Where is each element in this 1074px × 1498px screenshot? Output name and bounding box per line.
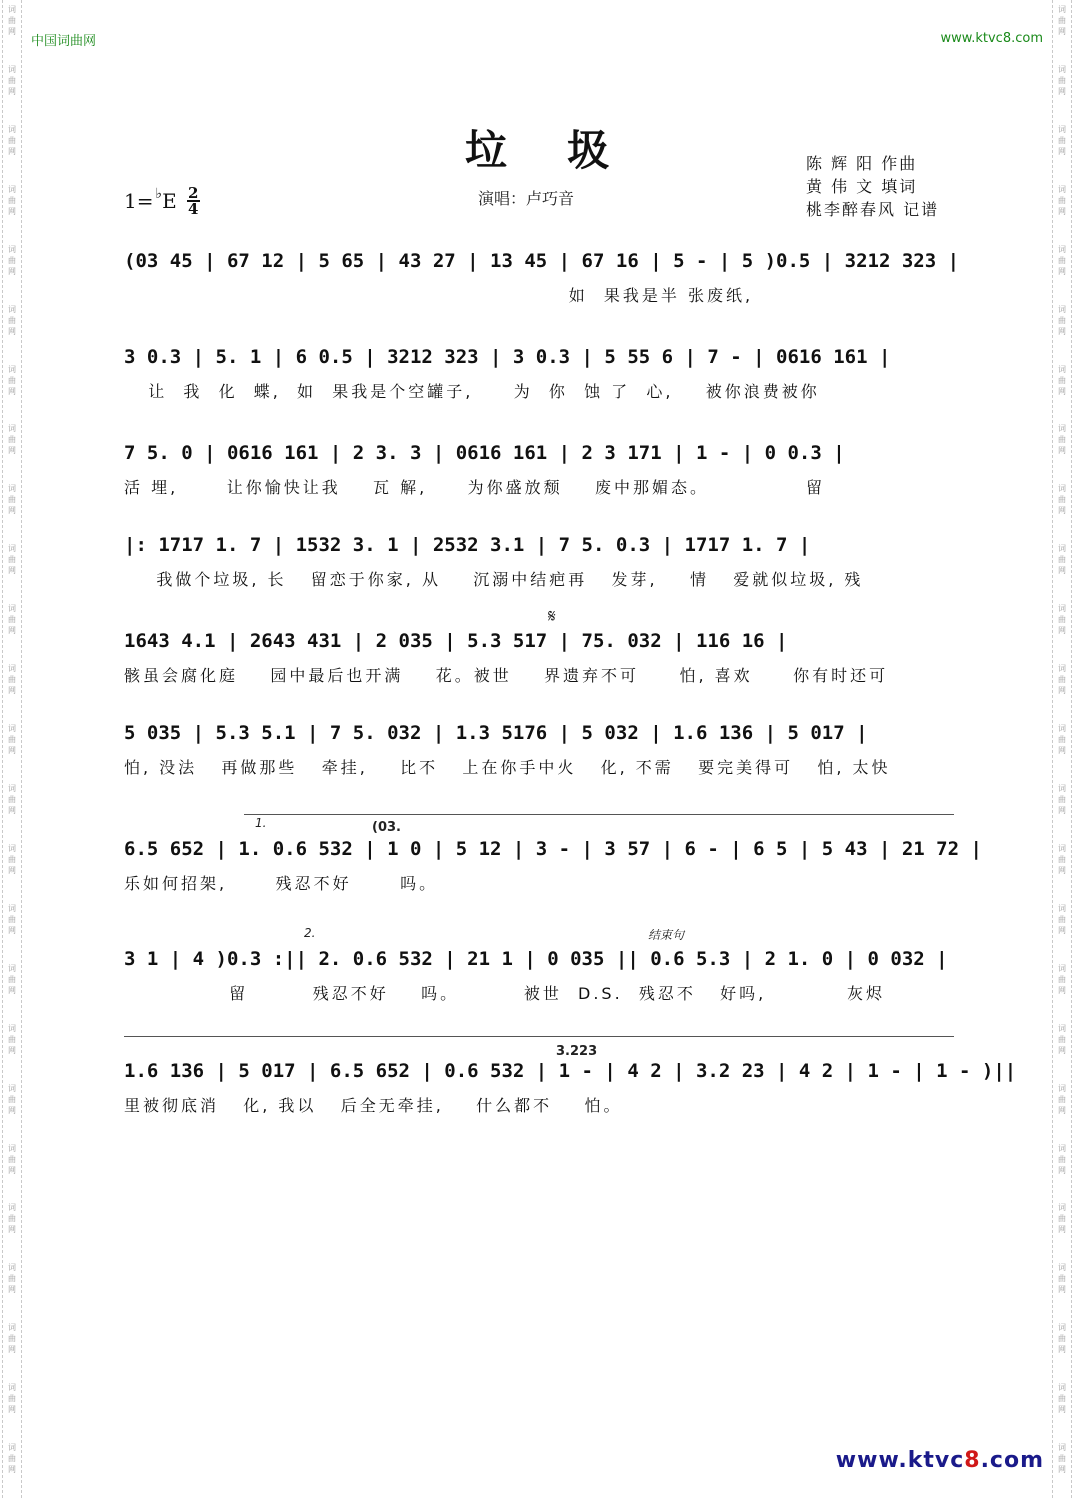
- key-signature: [124, 186, 200, 216]
- watermark-unit: 词 曲 网: [8, 1323, 16, 1355]
- watermark-unit: 词 曲 网: [1058, 1263, 1066, 1295]
- watermark-unit: 词 曲 网: [1058, 424, 1066, 456]
- coda-rule: [124, 1036, 954, 1037]
- watermark-unit: 词 曲 网: [1058, 544, 1066, 576]
- watermark-unit: 词 曲 网: [8, 1203, 16, 1235]
- notation-line: 1.6 136 | 5 017 | 6.5 652 | 0.6 532 | 1 - | 4 2 | 3.2 23 | 4 2 | 1 - | 1 - )||: [124, 1060, 1017, 1082]
- watermark-unit: 词 曲 网: [8, 963, 16, 995]
- watermark-unit: 词 曲 网: [8, 1263, 16, 1295]
- segno-sign: 𝄋: [548, 606, 556, 627]
- time-signature: [187, 186, 200, 216]
- watermark-unit: 词 曲 网: [1058, 843, 1066, 875]
- watermark-unit: 词 曲 网: [8, 903, 16, 935]
- lyrics-line: 里被彻底消 化, 我以 后全无牵挂, 什么都不 怕。: [124, 1096, 623, 1115]
- time-top: 2: [187, 184, 199, 202]
- watermark-unit: 词 曲 网: [1058, 1143, 1066, 1175]
- watermark-unit: 词 曲 网: [1058, 5, 1066, 36]
- score-line-5: [124, 626, 954, 688]
- lyrics-line: 乐如何招架, 残忍不好 吗。: [124, 874, 439, 893]
- lyrics-line: 怕, 没法 再做那些 牵挂, 比不 上在你手中火 化, 不需 要完美得可 怕, 太快: [124, 758, 891, 777]
- watermark-unit: 词 曲 网: [1058, 1203, 1066, 1235]
- watermark-unit: 词 曲 网: [8, 424, 16, 456]
- watermark-unit: 词 曲 网: [8, 484, 16, 516]
- watermark-unit: 词 曲 网: [8, 664, 16, 696]
- volta-1-label: 1.: [255, 816, 267, 830]
- watermark-unit: 词 曲 网: [1058, 1083, 1066, 1115]
- lyrics-line: 我做个垃圾, 长 留恋于你家, 从 沉溺中结疤再 发芽, 情 爱就似垃圾, 残: [124, 570, 864, 589]
- ossia-notes: 3.223: [556, 1044, 598, 1059]
- key-prefix: 1=: [124, 189, 154, 213]
- site-url-right[interactable]: www.ktvc8.com: [940, 31, 1043, 46]
- notation-line: 3 0.3 | 5. 1 | 6 0.5 | 3212 323 | 3 0.3 | 5 55 6 | 7 - | 0616 161 |: [124, 346, 891, 368]
- site-name-left[interactable]: 中国词曲网: [31, 34, 97, 49]
- score-line-1: [124, 246, 960, 308]
- score-line-8: [124, 944, 954, 1006]
- lyricist-credit: 黄 伟 文 填词: [806, 177, 918, 196]
- watermark-unit: 词 曲 网: [8, 304, 16, 336]
- watermark-unit: 词 曲 网: [1058, 304, 1066, 336]
- watermark-unit: 词 曲 网: [1058, 1023, 1066, 1055]
- score-line-3: [124, 438, 954, 500]
- key-note: E: [162, 189, 177, 213]
- watermark-unit: 词 曲 网: [1058, 184, 1066, 216]
- watermark-unit: 词 曲 网: [8, 124, 16, 156]
- lyrics-line: 留 残忍不好 吗。 被世 D.S. 残忍不 好吗, 灰烬: [124, 984, 886, 1003]
- watermark-unit: 词 曲 网: [1058, 1383, 1066, 1415]
- notation-line: 6.5 652 | 1. 0.6 532 | 1 0 | 5 12 | 3 - | 3 57 | 6 - | 6 5 | 5 43 | 21 72 |: [124, 838, 982, 860]
- watermark-unit: 词 曲 网: [8, 244, 16, 276]
- notation-line: (03 45 | 67 12 | 5 65 | 43 27 | 13 45 | 67 16 | 5 - | 5 )0.5 | 3212 323 |: [124, 250, 960, 272]
- time-bottom: 4: [187, 200, 199, 218]
- notation-line: 7 5. 0 | 0616 161 | 2 3. 3 | 0616 161 | 2 3 171 | 1 - | 0 0.3 |: [124, 442, 845, 464]
- watermark-unit: 词 曲 网: [1058, 664, 1066, 696]
- watermark-unit: 词 曲 网: [1058, 783, 1066, 815]
- watermark-unit: 词 曲 网: [8, 544, 16, 576]
- watermark-unit: 词 曲 网: [8, 724, 16, 756]
- singer-credit: 演唱：卢巧音: [478, 189, 575, 208]
- score-line-4: [124, 530, 954, 592]
- lyrics-line: 骸虽会腐化庭 园中最后也开满 花。被世 界遗弃不可 怕, 喜欢 你有时还可: [124, 666, 889, 685]
- watermark-unit: 词 曲 网: [1058, 1443, 1066, 1475]
- site-logo[interactable]: www.ktvc 8 .com: [835, 1448, 1044, 1473]
- score-line-2: [124, 342, 954, 404]
- watermark-unit: 词 曲 网: [8, 843, 16, 875]
- watermark-unit: 词 曲 网: [1058, 484, 1066, 516]
- watermark-unit: 词 曲 网: [1058, 724, 1066, 756]
- watermark-unit: 词 曲 网: [8, 604, 16, 636]
- watermark-unit: 词 曲 网: [1058, 64, 1066, 96]
- lyrics-line: 让 我 化 蝶, 如 果我是个空罐子, 为 你 蚀 了 心, 被你浪费被你: [124, 382, 820, 401]
- score-line-7: [124, 834, 982, 896]
- watermark-unit: 词 曲 网: [8, 64, 16, 96]
- watermark-unit: 词 曲 网: [1058, 963, 1066, 995]
- watermark-unit: 词 曲 网: [8, 1083, 16, 1115]
- watermark-strip-left: [2, 0, 22, 1498]
- score-line-6: [124, 718, 954, 780]
- watermark-unit: 词 曲 网: [1058, 244, 1066, 276]
- watermark-unit: 词 曲 网: [8, 1023, 16, 1055]
- watermark-unit: 词 曲 网: [8, 1383, 16, 1415]
- watermark-unit: 词 曲 网: [8, 1143, 16, 1175]
- song-title: 垃圾: [464, 126, 669, 175]
- score-line-9: [124, 1056, 1017, 1118]
- notation-line: 5 035 | 5.3 5.1 | 7 5. 032 | 1.3 5176 | 5 032 | 1.6 136 | 5 017 |: [124, 722, 868, 744]
- watermark-unit: 词 曲 网: [8, 184, 16, 216]
- lyrics-line: 如 果我是半 张废纸,: [124, 286, 754, 305]
- flat-sign: ♭: [155, 186, 163, 202]
- watermark-unit: 词 曲 网: [1058, 903, 1066, 935]
- credits-block: [806, 152, 952, 221]
- lyrics-line: 活 埋, 让你愉快让我 瓦 解, 为你盛放颓 废中那媚态。 留: [124, 478, 826, 497]
- notation-line: |: 1717 1. 7 | 1532 3. 1 | 2532 3.1 | 7 5. 0.3 | 1717 1. 7 |: [124, 534, 811, 556]
- watermark-unit: 词 曲 网: [1058, 1323, 1066, 1355]
- watermark-unit: 词 曲 网: [8, 5, 16, 36]
- volta-2-label: 2.: [304, 926, 316, 940]
- watermark-unit: 词 曲 网: [1058, 604, 1066, 636]
- watermark-unit: 词 曲 网: [1058, 124, 1066, 156]
- composer-credit: 陈 辉 阳 作曲: [806, 154, 918, 173]
- watermark-unit: 词 曲 网: [8, 364, 16, 396]
- watermark-unit: 词 曲 网: [8, 1443, 16, 1475]
- volta-bracket-1: [244, 814, 954, 815]
- watermark-unit: 词 曲 网: [1058, 364, 1066, 396]
- notation-line: 1643 4.1 | 2643 431 | 2 035 | 5.3 517 | 75. 032 | 116 16 |: [124, 630, 788, 652]
- ending-label: 结束句: [648, 928, 685, 942]
- transcriber-credit: 桃李醉春风 记谱: [806, 200, 940, 219]
- watermark-strip-right: [1052, 0, 1072, 1498]
- volta-alt-label: (03.: [372, 820, 401, 835]
- watermark-unit: 词 曲 网: [8, 783, 16, 815]
- notation-line: 3 1 | 4 )0.3 :|| 2. 0.6 532 | 21 1 | 0 035 || 0.6 5.3 | 2 1. 0 | 0 032 |: [124, 948, 948, 970]
